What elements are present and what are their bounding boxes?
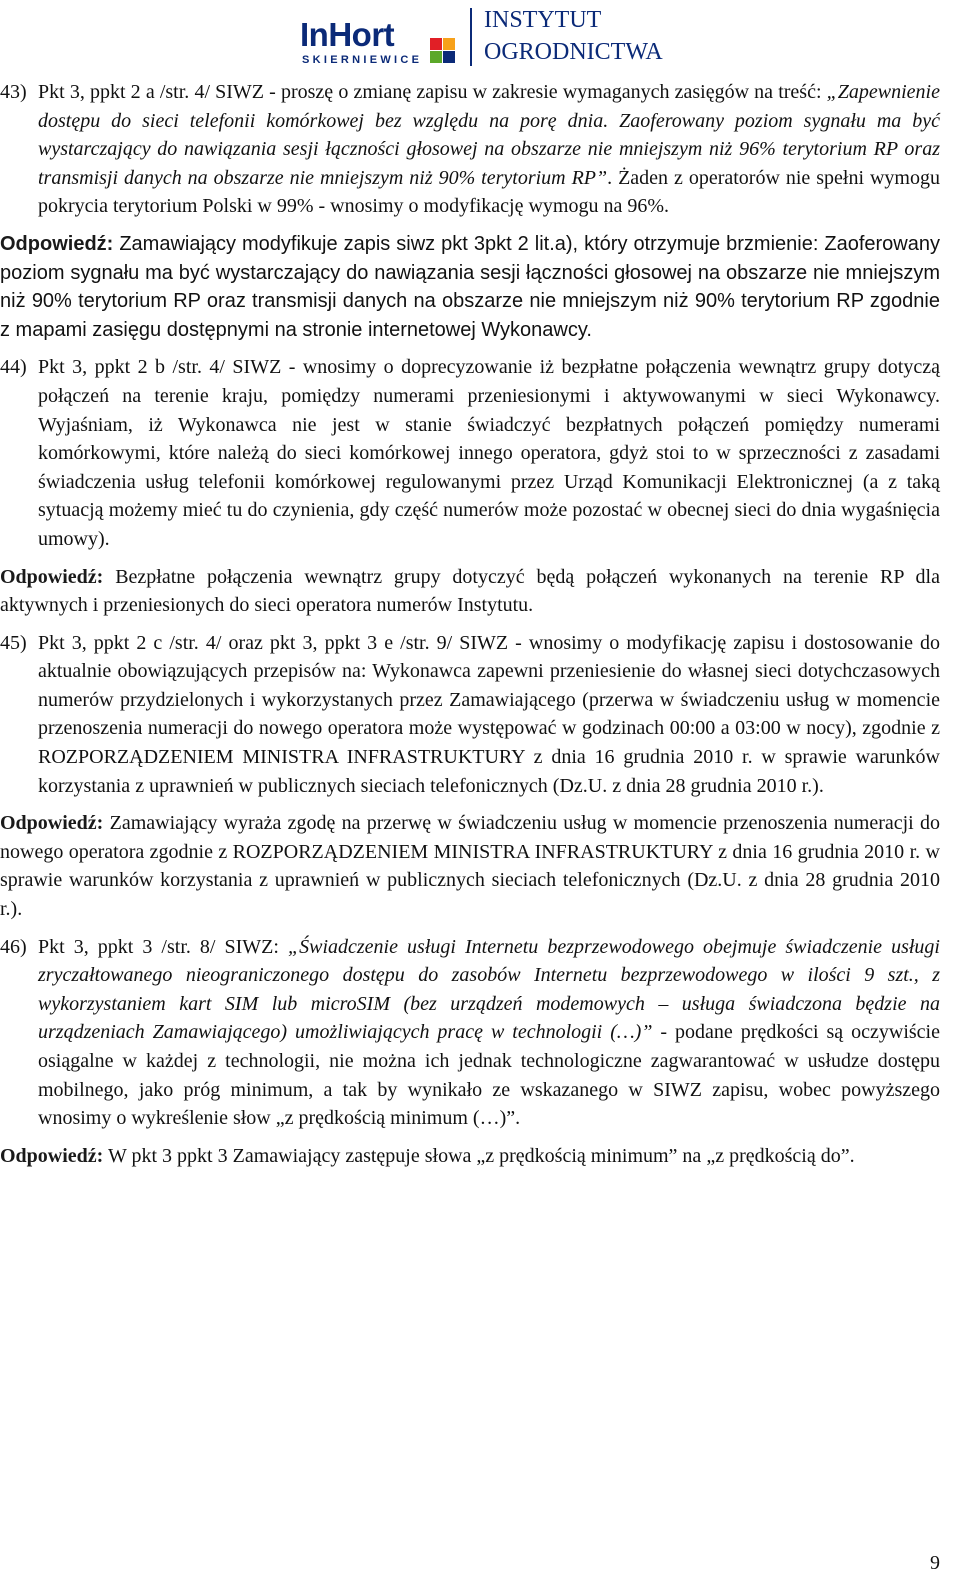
question-quote: „Świadczenie usługi Internetu bezprzewodowego obejmuje świadczenie usługi zryczałtowanego nieograniczonego dostępu do zasobów Internetu bezprzewodowego w ilości 9 szt., z wykorzystaniem kart SIM lub microSIM (bez urządzeń modemowych – usługa świadczona będzie na urządzeniach Zamawiającego) umożliwiających pracę w technologii (…)”	[38, 935, 940, 1044]
inhort-logo-text: InHort	[300, 16, 395, 53]
question-number: 44)	[0, 356, 27, 379]
answer-label: Odpowiedź:	[0, 812, 104, 835]
answer-label: Odpowiedź:	[0, 565, 104, 588]
page-number: 9	[930, 1552, 940, 1574]
document-body	[0, 78, 940, 1170]
question-text-part: - podane prędkości są oczywiście osiągalne w każdej z technologii, nie można ich jednak technologiczne zagwarantować w usłudze dostępu mobilnego, jako próg minimum, a tak by wynikało ze wskazanego w SIWZ zapisu, wobec powyższego wnosimy o wykreślenie słow „z prędkością minimum (…)”.	[38, 1021, 940, 1130]
answer-43	[0, 230, 940, 344]
question-text	[38, 933, 940, 1133]
question-text-part: . Żaden z operatorów nie spełni wymogu pokrycia terytorium Polski w 99% - wnosimy o modyfikację wymogu na 96%.	[38, 166, 940, 218]
question-45	[0, 629, 940, 801]
answer-label: Odpowiedź:	[0, 232, 114, 255]
answer-46	[0, 1142, 940, 1171]
answer-44	[0, 563, 940, 620]
answer-text: Zamawiający wyraża zgodę na przerwę w świadczeniu usług w momencie przenoszenia numeracji do nowego operatora zgodnie z ROZPORZĄDZENIEM MINISTRA INFRASTRUKTURY z dnia 16 grudnia 2010 r. w sprawie warunków korzystania z uprawnień w publicznych sieciach telefonicznych (Dz.U. z dnia 28 grudnia 2010 r.).	[0, 812, 940, 921]
question-text-part: Pkt 3, ppkt 2 a /str. 4/ SIWZ - proszę o zmianę zapisu w zakresie wymaganych zasięgów na treść:	[38, 81, 827, 103]
question-number: 46)	[0, 935, 27, 958]
question-number: 43)	[0, 81, 27, 103]
logo-divider	[470, 8, 472, 66]
answer-text: W pkt 3 ppkt 3 Zamawiający zastępuje słowa „z prędkością minimum” na „z prędkością do”.	[103, 1144, 855, 1167]
answer-label: Odpowiedź:	[0, 1144, 104, 1167]
question-44	[0, 353, 940, 553]
question-text	[38, 78, 940, 221]
institute-name-line2: OGRODNICTWA	[484, 39, 663, 65]
logo-color-squares-icon	[430, 38, 456, 64]
document-header	[0, 0, 960, 72]
answer-45	[0, 809, 940, 923]
answer-text: Zamawiający modyfikuje zapis siwz pkt 3pkt 2 lit.a), który otrzymuje brzmienie: Zaoferowany poziom sygnału ma być wystarczający do nawiązania sesji łączności głosowej na obszarze nie mniejszym niż 90% terytorium RP oraz transmisji danych na obszarze nie mniejszym niż 90% terytorium RP zgodnie z mapami zasięgu dostępnymi na stronie internetowej Wykonawcy.	[0, 232, 940, 341]
institute-name-line1: INSTYTUT	[484, 7, 602, 33]
logo-subtitle: SKIERNIEWICE	[302, 54, 423, 66]
question-text: Pkt 3, ppkt 2 c /str. 4/ oraz pkt 3, ppkt 3 e /str. 9/ SIWZ - wnosimy o modyfikację zapisu i dostosowanie do aktualnie obowiązujących przepisów na: Wykonawca zapewni przeniesienie do własnej sieci dotychczasowych numerów przydzielonych i wykorzystanych przez Zamawiającego (przerwa w świadczeniu usług w momencie przenoszenia numeracji do nowego operatora może występować w godzinach 00:00 a 03:00 w nocy), zgodnie z ROZPORZĄDZENIEM MINISTRA INFRASTRUKTURY z dnia 16 grudnia 2010 r. w sprawie warunków korzystania z uprawnień w publicznych sieciach telefonicznych (Dz.U. z dnia 28 grudnia 2010 r.).	[38, 631, 940, 797]
question-46	[0, 933, 940, 1133]
question-quote: „Zapewnienie dostępu do sieci telefonii komórkowej bez względu na porę dnia. Zaoferowany poziom sygnału ma być wystarczający do nawiązania sesji łączności głosowej na obszarze nie mniejszym niż 96% terytorium RP oraz transmisji danych na obszarze nie mniejszym niż 90% terytorium RP”	[38, 81, 940, 189]
answer-text: Bezpłatne połączenia wewnątrz grupy dotyczyć będą połączeń wykonanych na terenie RP dla aktywnych i przeniesionych do sieci operatora numerów Instytutu.	[0, 565, 940, 617]
question-43	[0, 78, 940, 221]
question-number: 45)	[0, 631, 27, 654]
question-text-part: Pkt 3, ppkt 3 /str. 8/ SIWZ:	[38, 935, 288, 958]
question-text: Pkt 3, ppkt 2 b /str. 4/ SIWZ - wnosimy o doprecyzowanie iż bezpłatne połączenia wewnątrz grupy dotyczą połączeń na terenie kraju, pomiędzy numerami przeniesionymi i aktywowanymi w sieci Wykonawcy. Wyjaśniam, iż Wykonawca nie jest w stanie świadczyć bezpłatnych połączeń pomiędzy numerami komórkowymi, które należą do sieci komórkowej innego operatora, gdyż stoi to w sprzeczności z zasadami świadczenia usług telefonii komórkowej regulowanymi przez Urząd Komunikacji Elektronicznej (a z taką sytuacją możemy mieć tu do czynienia, gdy część numerów może pozostać w obecnej sieci do dnia wygaśnięcia umowy).	[38, 356, 940, 550]
